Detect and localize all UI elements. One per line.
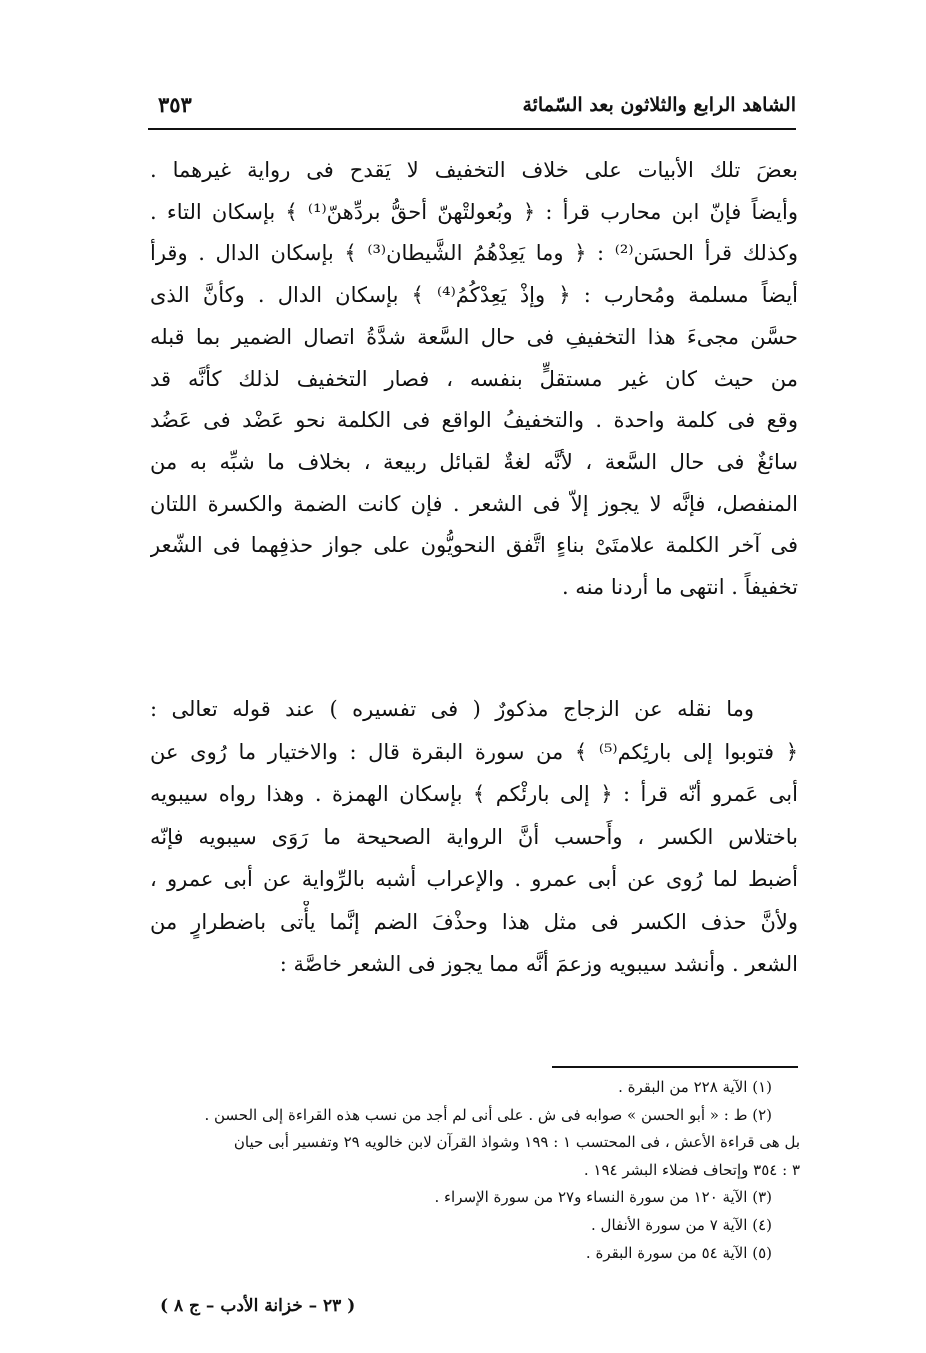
footnotes	[150, 1074, 800, 1267]
signature-mark: ( ٢٣ – خزانة الأدب – ج ٨ )	[160, 1296, 356, 1316]
footnote-5: (٥) الآية ٥٤ من سورة البقرة .	[585, 1243, 772, 1262]
text-line: ﴿ فتوبوا إلى بارئِكم⁽⁵⁾ ﴾ من سورة البقرة قال : والاختيار ما رُوى عن	[150, 739, 798, 764]
paragraph-2	[150, 688, 798, 986]
text-line: سائغٌ فى حال السَّعة ، لأنَّه لغةٌ لقبائل ربيعة ، بخلاف ما شبِّه به من	[150, 449, 798, 474]
footnote-2-continued: بل هى قراءة الأعش ، فى المحتسب ١ : ١٩٩ وشواذ القرآن لابن خالويه ٢٩ وتفسير أبى حيان	[233, 1133, 800, 1152]
text-line: الشعر . وأنشد سيبويه وزعمَ أنَّه مما يجوز فى الشعر خاصَّة :	[279, 952, 798, 976]
text-line: تخفيفاً . انتهى ما أردنا منه .	[561, 575, 798, 600]
text-line: باختلاس الكسر ، وأَحسب أنَّ الرواية الصحيحة ما رَوَى سيبويه فإنّه	[150, 824, 798, 849]
footnote-3: (٣) الآية ١٢٠ من سورة النساء و٢٧ من سورة الإسراء .	[434, 1188, 772, 1207]
footnote-1: (١) الآية ٢٢٨ من البقرة .	[618, 1078, 772, 1096]
footnote-4: (٤) الآية ٧ من سورة الأنفال .	[591, 1215, 772, 1234]
running-title: الشاهد الرابع والثلاثون بعد السّمائة	[522, 94, 796, 116]
footnote-divider	[552, 1066, 798, 1068]
text-line: أيضاً مسلمة ومُحارب : ﴿ وإذْ يَعِدْكُمُ⁽⁴⁾ ﴾ بإسكان الدال . وكأنَّ الذى	[150, 283, 798, 308]
footnote-2-continued: ٣ : ٣٥٤ وإتحاف فضلاء البشر ١٩٤ .	[583, 1160, 800, 1179]
text-line: أضبط لما رُوى عن أبى عمرو . والإعراب أشبه بالرِّواية عن أبى عمرو ،	[150, 867, 798, 891]
text-line: أبى عَمرو أنّه قرأ : ﴿ إلى بارئْكم ﴾ بإسكان الهمزة . وهذا رواه سيبويه	[150, 782, 798, 806]
text-line: وقع فى كلمة واحدة . والتخفيفُ الواقع فى الكلمة نحو عَضْد فى عَضُد	[150, 408, 798, 433]
text-line: ولأنَّ حذف الكسر فى مثل هذا وحذْفَ الضم إنَّما يأْتى باضطرارٍ من	[150, 909, 798, 934]
footnote-2: (٢) ط : « أبو الحسن » صوابه فى ش . على أنى لم أجد من نسب هذه القراءة إلى الحسن .	[204, 1105, 772, 1124]
text-line: وما نقله عن الزجاج مذكورٌ ( فى تفسيره ) عند قوله تعالى :	[150, 697, 754, 721]
page-header	[148, 88, 796, 130]
text-line: حسَّن مجىءَ هذا التخفيفِ فى حال السَّعة شدَّةُ اتصال الضمير بما قبله	[150, 324, 798, 349]
paragraph-1	[150, 150, 798, 609]
text-line: وكذلك قرأ الحسَن⁽²⁾ : ﴿ وما يَعِدْهُمُ الشَّيطان⁽³⁾ ﴾ بإسكان الدال . وقرأ	[150, 241, 798, 266]
text-line: وأيضاً فإنّ ابن محارب قرأ : ﴿ وبُعولتْهنّ أحقُّ بردِّهنّ⁽¹⁾ ﴾ بإسكان التاء .	[150, 199, 798, 224]
text-line: فى آخر الكلمة علامتَىْ بناءٍ اتَّفق النحويُّون على جواز حذفِهما فى الشّعر	[150, 533, 798, 558]
text-line: بعضَ تلك الأبيات على خلاف التخفيف لا يَقدح فى رواية غيرهما .	[150, 158, 798, 182]
text-line: المنفصل، فإنَّه لا يجوز إلاّ فى الشعر . فإن كانت الضمة والكسرة اللتان	[150, 491, 798, 516]
text-line: من حيث كان غير مستقلٍّ بنفسه ، فصار التخفيف لذلك كأنَّه قد	[150, 366, 798, 391]
page-number: ٣٥٣	[158, 92, 192, 117]
